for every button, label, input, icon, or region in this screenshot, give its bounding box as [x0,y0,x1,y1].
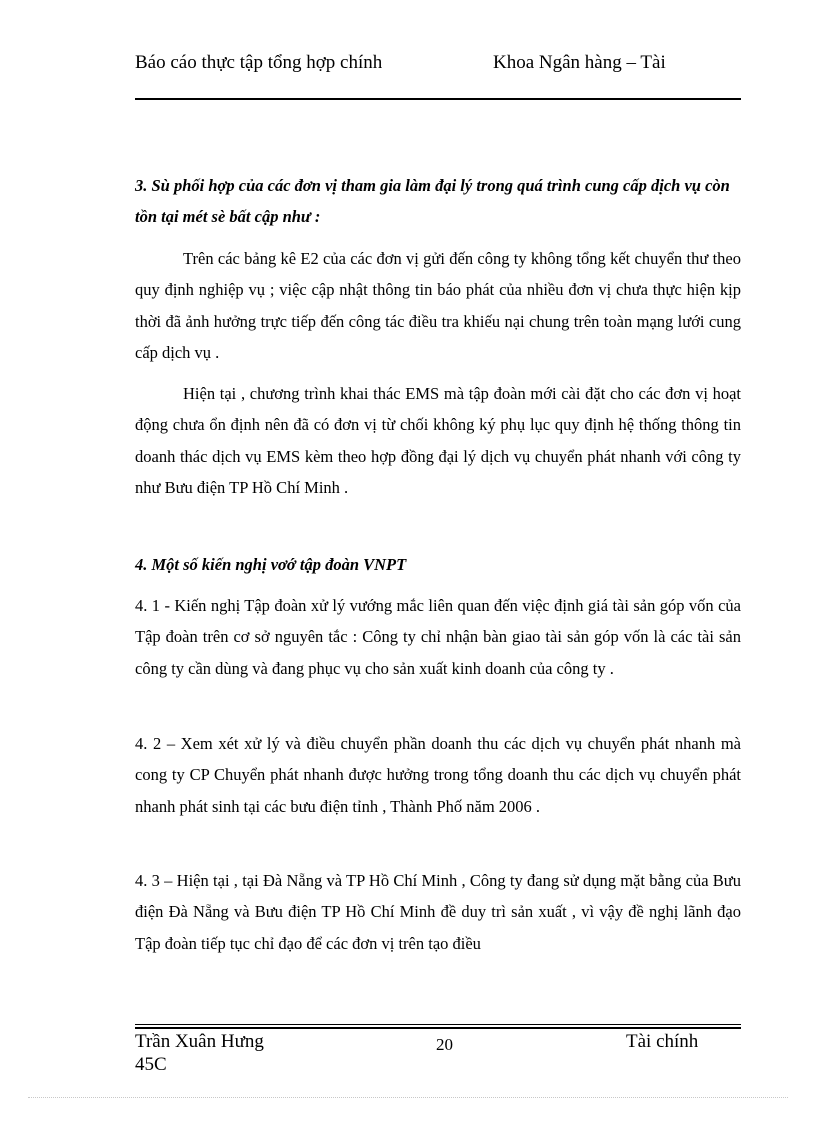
recommendation-4-3: 4. 3 – Hiện tại , tại Đà Nẵng và TP Hồ Chí Minh , Công ty đang sử dụng mặt bằng của Bưu điện Đà Nẵng và Bưu điện TP Hồ Chí Minh đề duy trì sản xuất , vì vậy đề nghị lãnh đạo Tập đoàn tiếp tục chỉ đạo để các đơn vị trên tạo điều [135,871,741,953]
page-bottom-border [28,1097,788,1098]
footer-department: Tài chính [626,1031,699,1052]
recommendation-4-2: 4. 2 – Xem xét xử lý và điều chuyển phần doanh thu các dịch vụ chuyển phát nhanh mà cong ty CP Chuyển phát nhanh được hưởng trong tổng doanh thu các dịch vụ chuyển phát nhanh phát sinh tại các bưu điện tỉnh , Thành Phố năm 2006 . [135,734,741,816]
header-faculty: Khoa Ngân hàng – Tài [493,52,666,73]
footer-divider-thick [135,1027,741,1029]
section-3-heading: 3. Sù phối hợp của các đơn vị tham gia làm đại lý trong quá trình cung cấp dịch vụ còn tồn tại mét sè bất cập như : [135,176,730,226]
recommendation-4-1: 4. 1 - Kiến nghị Tập đoàn xử lý vướng mắc liên quan đến việc định giá tài sản góp vốn của Tập đoàn trên cơ sở nguyên tắc : Công ty chỉ nhận bàn giao tài sản góp vốn là các tài sản công ty cần dùng và đang phục vụ cho sản xuất kinh doanh của công ty . [135,596,741,678]
page-number: 20 [436,1035,453,1054]
footer-author: Trần Xuân Hưng 45C [135,1031,264,1075]
section-3-paragraph-1: Trên các bảng kê E2 của các đơn vị gửi đến công ty không tổng kết chuyển thư theo quy định nghiệp vụ ; việc cập nhật thông tin báo phát của nhiều đơn vị chưa thực hiện kịp thời đã ảnh hưởng trực tiếp đến công tác điều tra khiếu nại chung trên toàn mạng lưới cung cấp dịch vụ . [135,249,741,363]
section-3-paragraph-2: Hiện tại , chương trình khai thác EMS mà tập đoàn mới cài đặt cho các đơn vị hoạt động chưa ổn định nên đã có đơn vị từ chối không ký phụ lục quy định hệ thống thông tin doanh thác dịch vụ EMS kèm theo hợp đồng đại lý dịch vụ chuyển phát nhanh với công ty như Bưu điện TP Hồ Chí Minh . [135,384,741,498]
header-report-title: Báo cáo thực tập tổng hợp chính [135,52,383,73]
section-4-heading: 4. Một số kiến nghị vơớ tập đoàn VNPT [135,555,407,574]
footer-divider-thin [135,1024,741,1025]
header-divider [135,98,741,100]
